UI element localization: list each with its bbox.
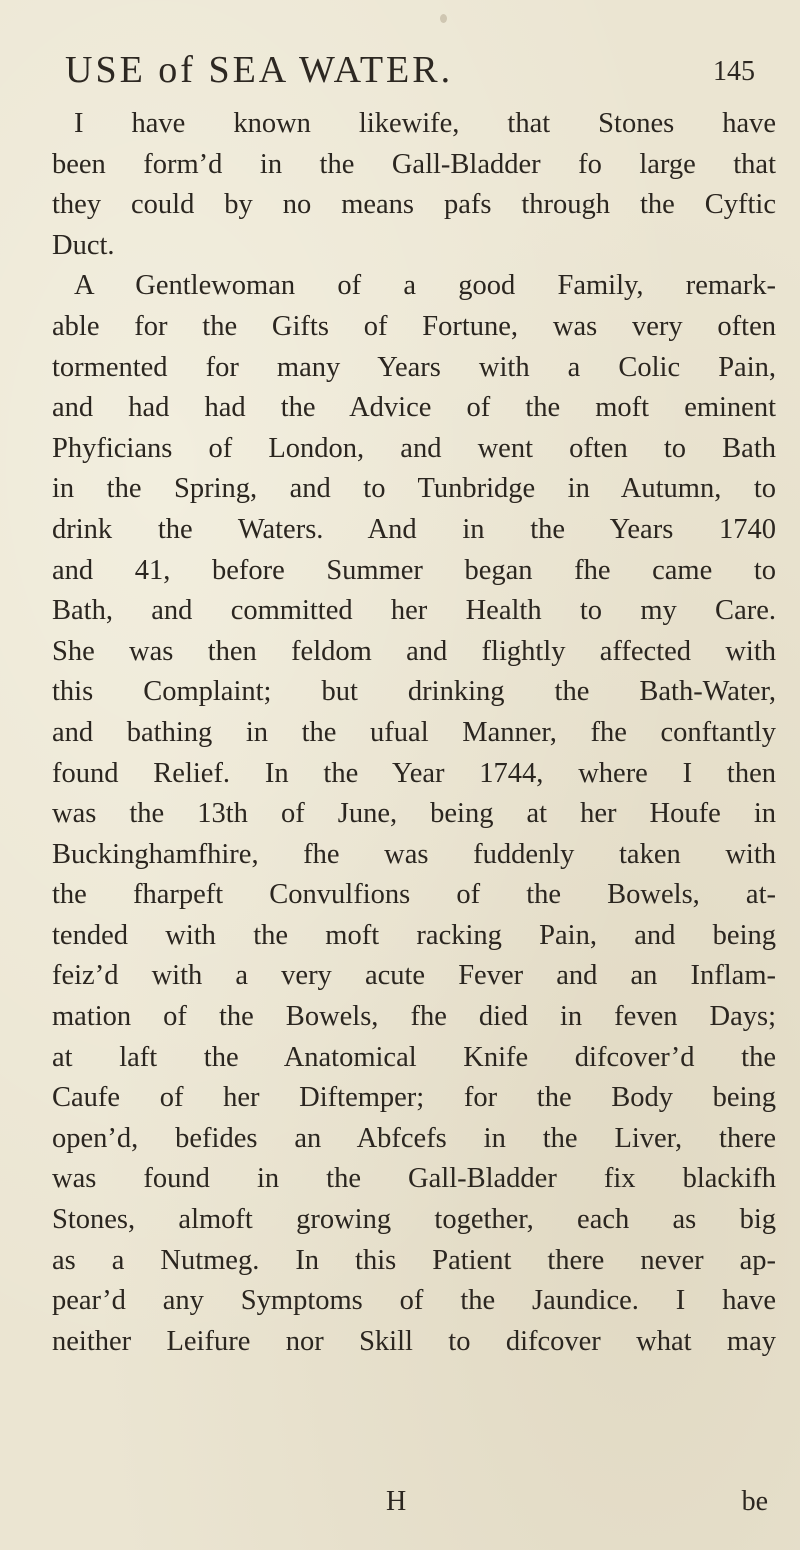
text-line: tormented for many Years with a Colic Pain, <box>52 351 776 383</box>
text-line: mation of the Bowels, fhe died in feven Days; <box>52 1001 776 1033</box>
text-line: Duct. <box>52 229 115 261</box>
text-line: at laft the Anatomical Knife difcover’d the <box>52 1041 776 1073</box>
text-line: drink the Waters. And in the Years 1740 <box>52 513 776 545</box>
page-header <box>65 48 755 108</box>
paper-spot <box>440 14 447 23</box>
text-line: been form’d in the Gall-Bladder fo large that <box>52 148 776 180</box>
text-line: A Gentlewoman of a good Family, remark- <box>74 270 776 302</box>
text-line: tended with the moft racking Pain, and being <box>52 919 776 951</box>
text-line: as a Nutmeg. In this Patient there never ap- <box>52 1244 776 1276</box>
text-line: open’d, befides an Abfcefs in the Liver, there <box>52 1122 776 1154</box>
text-line: the fharpeft Convulfions of the Bowels, at- <box>52 879 776 911</box>
body-text <box>52 104 776 1362</box>
text-line: Caufe of her Diftemper; for the Body being <box>52 1082 776 1114</box>
text-line: and bathing in the ufual Manner, fhe conftantly <box>52 716 776 748</box>
signature-mark: H <box>386 1486 407 1517</box>
text-line: pear’d any Symptoms of the Jaundice. I have <box>52 1285 776 1317</box>
text-line: She was then feldom and flightly affected with <box>52 635 776 667</box>
text-line: Stones, almoft growing together, each as big <box>52 1204 776 1236</box>
text-line: Buckinghamfhire, fhe was fuddenly taken with <box>52 838 776 870</box>
page-number: 145 <box>713 56 755 87</box>
text-line: neither Leifure nor Skill to difcover what may <box>52 1325 776 1357</box>
text-line: Bath, and committed her Health to my Care. <box>52 595 776 627</box>
text-line: they could by no means pafs through the Cyftic <box>52 189 776 221</box>
running-head: USE of SEA WATER. <box>65 49 454 91</box>
text-line: this Complaint; but drinking the Bath-Water, <box>52 676 776 708</box>
text-line: in the Spring, and to Tunbridge in Autumn, to <box>52 473 776 505</box>
text-line: and 41, before Summer began fhe came to <box>52 554 776 586</box>
text-line: able for the Gifts of Fortune, was very often <box>52 310 776 342</box>
text-line: Phyficians of London, and went often to Bath <box>52 432 776 464</box>
text-line: was the 13th of June, being at her Houfe in <box>52 798 776 830</box>
catchword: be <box>741 1486 768 1517</box>
text-line: was found in the Gall-Bladder fix blackifh <box>52 1163 776 1195</box>
text-line: feiz’d with a very acute Fever and an Inflam- <box>52 960 776 992</box>
page-footer <box>52 1486 776 1526</box>
text-line: and had had the Advice of the moft eminent <box>52 392 776 424</box>
text-line: I have known likewife, that Stones have <box>74 108 776 139</box>
text-line: found Relief. In the Year 1744, where I then <box>52 757 776 789</box>
